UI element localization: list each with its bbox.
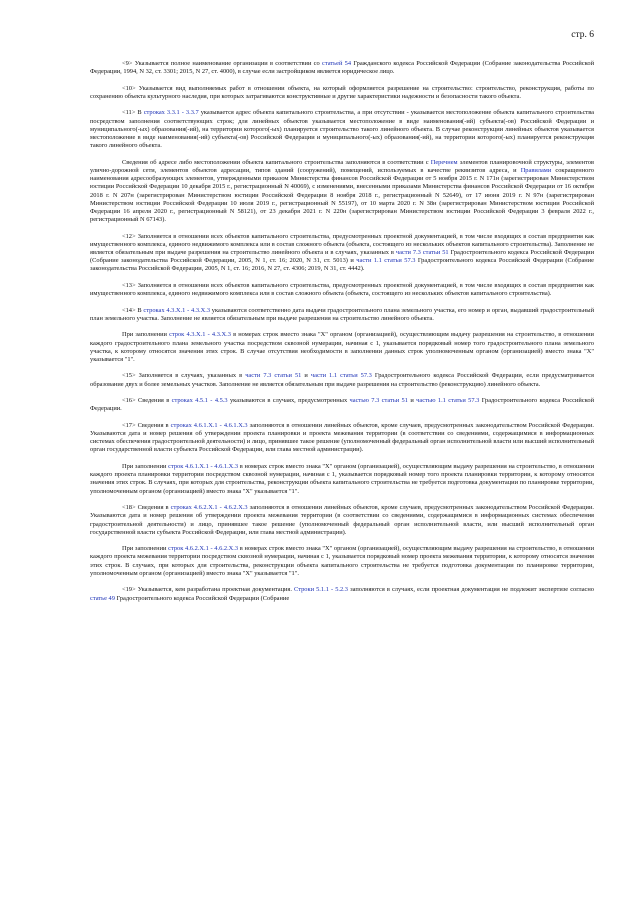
document-link[interactable]: части 1.1 статьи 57.3: [356, 257, 416, 265]
paragraph-text: <19> Указывается, кем разработана проектная документация.: [122, 586, 295, 594]
paragraph-text: <9> Указывается полное наименование организации в соответствии со: [122, 60, 323, 67]
paragraph: [90, 307, 594, 323]
paragraph-text: указываются соответственно дата выдачи градостроительного плана земельного участка, его номер и орган, выдавший градостроительный план земельного участка. Заполнение не является обязательным при выдаче разрешения на строительство линейного объекта.: [90, 306, 594, 322]
document-link[interactable]: части 7.3 статьи 51: [245, 372, 302, 380]
paragraph-text: <12> Заполняется в отношении всех объектов капитального строительства, предусмотренных проектной документацией, в том числе входящих в состав предприятия как имущественного комплекса, единого недвижимого комплекса или в состав сложного объекта (объекта, состоящего из нескольких объектов капитального строительства). Заполнение не является обязательным при выдаче разрешения на строительство линейного объекта и в случаях, указанных в: [90, 232, 594, 257]
paragraph: [90, 463, 594, 496]
document-link[interactable]: части 1.1 статьи 57.3: [310, 372, 372, 380]
document-link[interactable]: строках 4.3.X.1 - 4.3.X.3: [143, 306, 211, 314]
paragraph-text: <18> Сведения в: [122, 504, 171, 512]
paragraph-text: Сведения об адресе либо местоположении объекта капитального строительства заполняются в соответствии с: [122, 158, 431, 166]
paragraph-text: <16> Сведения в: [122, 397, 172, 405]
paragraph-text: в номерах строк вместо знака "X" органом (организацией), осуществляющим выдачу разрешения на строительство, в отношении каждого проекта планировки территории посредством сквозной нумерации, начиная с 1, указывается порядковый номер того проекта планировки территории, к которому относятся значения этих строк. В случаях, при которых для строительства, реконструкции объекта капитального строительства не требуется подготовка документации по планировке территории, уполномоченным органом (организацией) вместо знака "X" указывается "1".: [90, 462, 594, 495]
paragraph: [90, 109, 594, 150]
document-link[interactable]: строк 4.3.X.1 - 4.3.X.3: [169, 331, 231, 339]
paragraph: [90, 233, 594, 274]
document-link[interactable]: строк 4.6.1.X.1 - 4.6.1.X.3: [168, 462, 239, 470]
document-link[interactable]: статье 49: [90, 594, 115, 602]
document-link[interactable]: части 7.3 статьи 51: [395, 249, 449, 257]
document-link[interactable]: Строки 5.1.1 - 5.2.3: [294, 586, 348, 594]
paragraph-text: <10> Указывается вид выполняемых работ в отношении объекта, на который оформляется разрешение на строительство: строительство, реконструкция, работы по сохранению объекта культурного наследия, при которых затрагиваются конструктивные и другие характеристики надежности и безопасности такого объекта.: [90, 84, 594, 100]
document-link[interactable]: строках 4.6.2.X.1 - 4.6.2.X.3: [170, 504, 248, 512]
paragraph-text: Гражданского кодекса Российской Федерации (Собрание законодательства Российской Федерации, 1994, N 32, ст. 3301; 2015, N 27, ст. 4000), в случае если застройщиком является юридическое лицо.: [90, 60, 594, 76]
paragraph-text: Градостроительного кодекса Российской Федерации (Собрание: [114, 594, 290, 602]
paragraph-text: Градостроительного кодекса Российской Федерации (Собрание законодательства Российской Федерации, 2005, N 1, ст. 16; 2016, N 27, ст. 4306; 2019, N 31, ст. 4442).: [90, 257, 594, 273]
document-link[interactable]: статьей 54: [322, 60, 352, 67]
document-link[interactable]: частью 7.3 статьи 51: [349, 397, 408, 405]
paragraph-text: указываются в случаях, предусмотренных: [227, 397, 350, 405]
paragraph-text: заполняются в отношении линейных объектов, кроме случаев, предусмотренных законодательством Российской Федерации. Указываются дата и номер решения об утверждении проекта межевания территории (в соответствии со сведениями, содержащимися в информационных системах обеспечения градостроительной деятельности) и лицо, принявшее такое решение (уполномоченный федеральный орган исполнительной власти, или высший исполнительный орган государственной власти субъекта Российской Федерации, или глава местной администрации).: [90, 504, 594, 536]
paragraph-text: в номерах строк вместо знака "X" органом (организацией), осуществляющим выдачу разрешения на строительство, в отношении каждого проекта межевания территории посредством сквозной нумерации, начиная с 1, указывается порядковый номер проекта межевания территории, к которому относятся значения этих строк. В случаях, при которых для строительства, реконструкции объекта капитального строительства не требуется подготовка документации по планировке территории, уполномоченным органом (организацией) вместо знака "X" указывается "1".: [90, 545, 594, 577]
document-link[interactable]: строках 4.5.1 - 4.5.3: [171, 397, 228, 405]
paragraph: [90, 331, 594, 364]
paragraph-text: При заполнении: [122, 462, 169, 470]
paragraph-text: заполняются в отношении линейных объектов, кроме случаев, предусмотренных законодательством Российской Федерации. Указываются дата и номер решения об утверждении проекта планировки и проекта межевания территории (в соответствии со сведениями, содержащимися в информационных системах обеспечения градостроительной деятельности) и лицо, принявшее такое решение (уполномоченный федеральный орган исполнительной власти или высший исполнительный орган государственной власти субъекта Российской Федерации, или глава местной администрации).: [90, 421, 594, 454]
paragraph-text: Градостроительного кодекса Российской Федерации, если предусматривается образование двух и более земельных участков. Заполнение не является обязательным при выдаче разрешения на строительство (реконструкцию) линейного объекта.: [90, 372, 594, 388]
paragraph-text: <11> В: [122, 109, 144, 117]
paragraph: [90, 397, 594, 413]
paragraph-text: элементов планировочной структуры, элементов улично-дорожной сети, элементов объектов адресации, типов зданий (сооружений), помещений, используемых в качестве реквизитов адреса, и: [90, 158, 595, 174]
paragraph: [90, 422, 594, 455]
paragraph-text: Градостроительного кодекса Российской Федерации.: [90, 397, 595, 413]
paragraph: [90, 545, 594, 578]
paragraph: [90, 504, 594, 537]
paragraph-text: сокращенного наименования адресообразующих элементов, утвержденными приказом Министерства финансов Российской Федерации от 5 ноября 2015 г. N 171н (зарегистрирован Министерством юстиции Российской Федерации 10 декабря 2015 г., регистрационный N 40069), с изменениями, внесенными приказами Министерства финансов Российской Федерации от 16 октября 2018 г. N 207н (зарегистрирован Министерством юстиции Российской Федерации 8 ноября 2018 г., регистрационный N 52649), от 17 июня 2019 г. N 97н (зарегистрирован Министерством юстиции Российской Федерации 10 июля 2019 г., регистрационный N 55197), от 10 марта 2020 г. N 38н (зарегистрирован Министерством юстиции Российской Федерации 16 апреля 2020 г., регистрационный N 58121), от 23 декабря 2021 г. N 220н (зарегистрирован Министерством юстиции Российской Федерации 3 февраля 2022 г., регистрационный N 67143).: [90, 166, 594, 224]
paragraph: [90, 586, 594, 602]
paragraph: [90, 159, 594, 225]
document-body: [90, 60, 594, 611]
paragraph: [90, 85, 594, 101]
paragraph: [90, 60, 594, 76]
paragraph-text: <14> В: [122, 306, 144, 314]
document-link[interactable]: строк 4.6.2.X.1 - 4.6.2.X.3: [168, 545, 239, 553]
paragraph-text: указывается адрес объекта капитального строительства, а при отсутствии - указывается местоположение объекта капитального строительства посредством заполнения соответствующих строк; для линейных объектов указывается местоположение в виде наименования(-ий) субъекта(-ов) Российской Федерации и муниципального(-ых) образования(-ий), на территории которого(-ых) планируется строительство такого линейного объекта. В случае реконструкции линейных объектов указывается местоположение в виде наименования(-ий) субъекта(-ов) Российской Федерации и муниципального(-ых) образования(-ий), на территории которого(-ых) планируется реконструкция такого линейного объекта.: [90, 109, 594, 150]
paragraph-text: При заполнении: [122, 545, 169, 553]
page-number: стр. 6: [571, 30, 594, 40]
document-link[interactable]: строках 3.3.1 - 3.3.7: [143, 109, 199, 117]
document-link[interactable]: Правилами: [520, 166, 552, 174]
document-link[interactable]: Перечнем: [430, 158, 458, 166]
paragraph-text: При заполнении: [122, 331, 170, 339]
document-link[interactable]: строках 4.6.1.X.1 - 4.6.1.X.3: [170, 421, 248, 429]
paragraph: [90, 282, 594, 298]
paragraph-text: и: [407, 397, 417, 405]
paragraph-text: <13> Заполняется в отношении всех объектов капитального строительства, предусмотренных проектной документацией, в том числе входящих в состав предприятия как имущественного комплекса, единого недвижимого комплекса или в состав сложного объекта (объекта, состоящего из нескольких объектов капитального строительства).: [90, 281, 594, 298]
paragraph-text: в номерах строк вместо знака "X" органом (организацией), осуществляющим выдачу разрешения на строительство, в отношении каждого градостроительного плана земельного участка посредством сквозной нумерации, начиная с 1, указывается порядковый номер того градостроительного плана земельного участка, к которому относятся значения этих строк. В случае отсутствия необходимости в заполнении данных строк уполномоченным органом (организацией) вместо знака "X" указывается "1".: [90, 331, 594, 363]
paragraph-text: Градостроительного кодекса Российской Федерации (Собрание законодательства Российской Федерации, 2005, N 1, ст. 16; 2020, N 31, ст. 5013) и: [90, 249, 594, 265]
paragraph-text: и: [301, 372, 311, 380]
document-link[interactable]: частью 1.1 статьи 57.3: [416, 397, 480, 405]
paragraph-text: <17> Сведения в: [122, 421, 171, 429]
paragraph: [90, 372, 594, 388]
paragraph-text: <15> Заполняется в случаях, указанных в: [122, 372, 246, 380]
paragraph-text: заполняются в случаях, если проектная документация не подлежит экспертизе согласно: [347, 586, 594, 594]
